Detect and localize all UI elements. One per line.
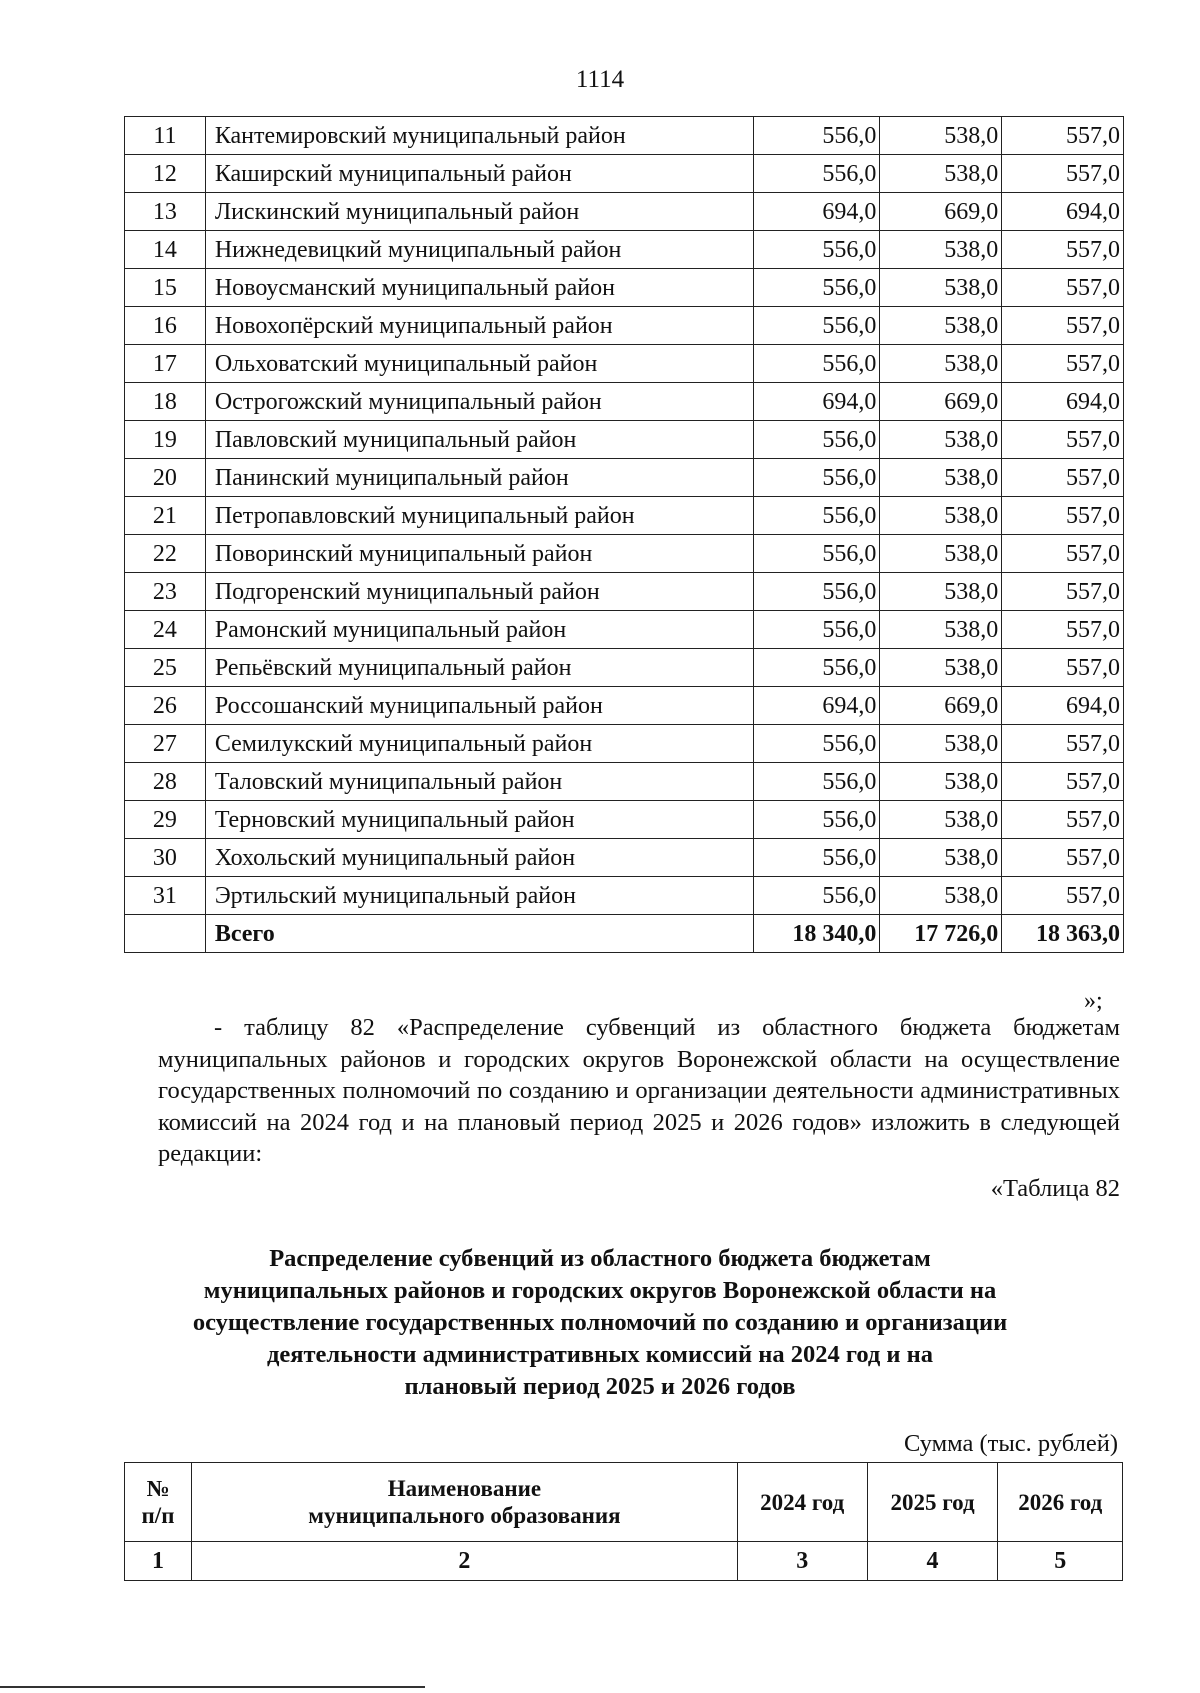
- value-2025: 538,0: [880, 535, 1002, 573]
- table-row: [125, 839, 1124, 877]
- table-row: [125, 535, 1124, 573]
- value-2025: 538,0: [880, 459, 1002, 497]
- table-row: [125, 763, 1124, 801]
- table-row: [125, 155, 1124, 193]
- column-number: 5: [998, 1542, 1123, 1581]
- value-2025: 538,0: [880, 801, 1002, 839]
- table-row: [125, 345, 1124, 383]
- value-2026: 694,0: [1002, 193, 1124, 231]
- table-heading: [150, 1243, 1050, 1403]
- row-number: 23: [125, 573, 206, 611]
- new-table-header: [124, 1462, 1123, 1581]
- value-2024: 556,0: [754, 801, 880, 839]
- header-2025: 2025 год: [867, 1463, 998, 1542]
- header-number: [125, 1463, 192, 1542]
- table-row: [125, 117, 1124, 155]
- table-label: «Таблица 82: [990, 1175, 1120, 1202]
- value-2024: 694,0: [754, 193, 880, 231]
- subsidy-table-continuation: [124, 116, 1124, 953]
- value-2024: 556,0: [754, 345, 880, 383]
- row-number: 13: [125, 193, 206, 231]
- table-row: [125, 877, 1124, 915]
- units-note: Сумма (тыс. рублей): [903, 1430, 1118, 1457]
- heading-line: муниципальных районов и городских округов Воронежской области на: [203, 1277, 997, 1304]
- column-number-row: [125, 1542, 1123, 1581]
- table-row: [125, 611, 1124, 649]
- value-2024: 556,0: [754, 269, 880, 307]
- header-row: [125, 1463, 1123, 1542]
- table-row: [125, 421, 1124, 459]
- value-2024: 556,0: [754, 611, 880, 649]
- row-number: 24: [125, 611, 206, 649]
- value-2026: 694,0: [1002, 687, 1124, 725]
- row-number: 19: [125, 421, 206, 459]
- row-number: 22: [125, 535, 206, 573]
- table-row: [125, 725, 1124, 763]
- value-2025: 538,0: [880, 307, 1002, 345]
- district-name: Ольховатский муниципальный район: [205, 345, 754, 383]
- row-number: 25: [125, 649, 206, 687]
- value-2026: 557,0: [1002, 345, 1124, 383]
- table-row: [125, 497, 1124, 535]
- table-row: [125, 459, 1124, 497]
- heading-line: деятельности административных комиссий на 2024 год и на: [266, 1341, 934, 1368]
- value-2024: 556,0: [754, 725, 880, 763]
- total-label: Всего: [205, 915, 754, 953]
- heading-line: плановый период 2025 и 2026 годов: [404, 1373, 796, 1400]
- total-2024: 18 340,0: [754, 915, 880, 953]
- district-name: Острогожский муниципальный район: [205, 383, 754, 421]
- district-name: Павловский муниципальный район: [205, 421, 754, 459]
- value-2025: 538,0: [880, 345, 1002, 383]
- value-2024: 556,0: [754, 877, 880, 915]
- amendment-paragraph: - таблицу 82 «Распределение субвенций из областного бюджета бюджетам муниципальных районов и городских округов Воронежской области на осуществление государственных полномочий по созданию и организации деятельности административных комиссий на 2024 год и на плановый период 2025 и 2026 годов» изложить в следующей редакции:: [158, 1014, 1120, 1167]
- value-2025: 538,0: [880, 725, 1002, 763]
- row-number: 30: [125, 839, 206, 877]
- district-name: Хохольский муниципальный район: [205, 839, 754, 877]
- value-2025: 538,0: [880, 231, 1002, 269]
- value-2025: 669,0: [880, 383, 1002, 421]
- value-2025: 669,0: [880, 193, 1002, 231]
- value-2026: 557,0: [1002, 459, 1124, 497]
- value-2024: 556,0: [754, 117, 880, 155]
- page-number: 1114: [575, 66, 625, 93]
- value-2025: 538,0: [880, 839, 1002, 877]
- district-name: Россошанский муниципальный район: [205, 687, 754, 725]
- value-2025: 538,0: [880, 421, 1002, 459]
- district-name: Панинский муниципальный район: [205, 459, 754, 497]
- value-2026: 694,0: [1002, 383, 1124, 421]
- value-2026: 557,0: [1002, 269, 1124, 307]
- header-name-line2: муниципального образования: [308, 1503, 621, 1528]
- row-number: 17: [125, 345, 206, 383]
- district-name: Новохопёрский муниципальный район: [205, 307, 754, 345]
- row-number: 26: [125, 687, 206, 725]
- row-number: 18: [125, 383, 206, 421]
- value-2026: 557,0: [1002, 497, 1124, 535]
- column-number: 2: [192, 1542, 738, 1581]
- header-number-line1: №: [146, 1476, 170, 1501]
- total-number-cell: [125, 915, 206, 953]
- district-name: Подгоренский муниципальный район: [205, 573, 754, 611]
- value-2026: 557,0: [1002, 801, 1124, 839]
- value-2026: 557,0: [1002, 611, 1124, 649]
- total-2026: 18 363,0: [1002, 915, 1124, 953]
- value-2025: 538,0: [880, 573, 1002, 611]
- district-name: Терновский муниципальный район: [205, 801, 754, 839]
- table-row: [125, 383, 1124, 421]
- table-row: [125, 801, 1124, 839]
- value-2025: 538,0: [880, 649, 1002, 687]
- column-number: 1: [125, 1542, 192, 1581]
- district-name: Лискинский муниципальный район: [205, 193, 754, 231]
- row-number: 12: [125, 155, 206, 193]
- row-number: 27: [125, 725, 206, 763]
- district-name: Репьёвский муниципальный район: [205, 649, 754, 687]
- row-number: 21: [125, 497, 206, 535]
- value-2026: 557,0: [1002, 763, 1124, 801]
- value-2025: 538,0: [880, 877, 1002, 915]
- value-2026: 557,0: [1002, 573, 1124, 611]
- value-2024: 556,0: [754, 307, 880, 345]
- table-row: [125, 193, 1124, 231]
- value-2024: 556,0: [754, 839, 880, 877]
- value-2024: 694,0: [754, 383, 880, 421]
- value-2025: 538,0: [880, 155, 1002, 193]
- table-row: [125, 573, 1124, 611]
- row-number: 14: [125, 231, 206, 269]
- table-body: [125, 117, 1124, 915]
- table-row: [125, 269, 1124, 307]
- district-name: Эртильский муниципальный район: [205, 877, 754, 915]
- value-2025: 538,0: [880, 611, 1002, 649]
- column-number: 3: [737, 1542, 867, 1581]
- header-name-line1: Наименование: [387, 1476, 542, 1501]
- total-2025: 17 726,0: [880, 915, 1002, 953]
- district-name: Семилукский муниципальный район: [205, 725, 754, 763]
- header-number-line2: п/п: [141, 1503, 175, 1528]
- table-row: [125, 649, 1124, 687]
- value-2026: 557,0: [1002, 421, 1124, 459]
- value-2026: 557,0: [1002, 155, 1124, 193]
- district-name: Петропавловский муниципальный район: [205, 497, 754, 535]
- row-number: 28: [125, 763, 206, 801]
- value-2024: 556,0: [754, 459, 880, 497]
- row-number: 11: [125, 117, 206, 155]
- value-2024: 556,0: [754, 421, 880, 459]
- value-2024: 694,0: [754, 687, 880, 725]
- district-name: Новоусманский муниципальный район: [205, 269, 754, 307]
- value-2024: 556,0: [754, 535, 880, 573]
- district-name: Поворинский муниципальный район: [205, 535, 754, 573]
- district-name: Рамонский муниципальный район: [205, 611, 754, 649]
- value-2025: 538,0: [880, 117, 1002, 155]
- value-2025: 538,0: [880, 763, 1002, 801]
- total-row: [125, 915, 1124, 953]
- value-2026: 557,0: [1002, 307, 1124, 345]
- value-2024: 556,0: [754, 155, 880, 193]
- value-2024: 556,0: [754, 763, 880, 801]
- value-2026: 557,0: [1002, 839, 1124, 877]
- value-2024: 556,0: [754, 231, 880, 269]
- header-name: [192, 1463, 738, 1542]
- district-name: Нижнедевицкий муниципальный район: [205, 231, 754, 269]
- column-number: 4: [867, 1542, 998, 1581]
- district-name: Кантемировский муниципальный район: [205, 117, 754, 155]
- value-2026: 557,0: [1002, 877, 1124, 915]
- row-number: 16: [125, 307, 206, 345]
- value-2026: 557,0: [1002, 649, 1124, 687]
- value-2025: 669,0: [880, 687, 1002, 725]
- row-number: 31: [125, 877, 206, 915]
- value-2026: 557,0: [1002, 117, 1124, 155]
- value-2026: 557,0: [1002, 231, 1124, 269]
- value-2024: 556,0: [754, 573, 880, 611]
- heading-line: Распределение субвенций из областного бюджета бюджетам: [269, 1245, 931, 1272]
- table-row: [125, 307, 1124, 345]
- value-2026: 557,0: [1002, 725, 1124, 763]
- header-2024: 2024 год: [737, 1463, 867, 1542]
- row-number: 29: [125, 801, 206, 839]
- heading-line: осуществление государственных полномочий по созданию и организации: [192, 1309, 1008, 1336]
- value-2024: 556,0: [754, 497, 880, 535]
- footer-divider: [0, 1686, 425, 1688]
- header-2026: 2026 год: [998, 1463, 1123, 1542]
- table-row: [125, 231, 1124, 269]
- closing-quote: »;: [1084, 988, 1103, 1014]
- value-2025: 538,0: [880, 269, 1002, 307]
- row-number: 15: [125, 269, 206, 307]
- value-2025: 538,0: [880, 497, 1002, 535]
- district-name: Таловский муниципальный район: [205, 763, 754, 801]
- district-name: Каширский муниципальный район: [205, 155, 754, 193]
- value-2024: 556,0: [754, 649, 880, 687]
- row-number: 20: [125, 459, 206, 497]
- value-2026: 557,0: [1002, 535, 1124, 573]
- table-row: [125, 687, 1124, 725]
